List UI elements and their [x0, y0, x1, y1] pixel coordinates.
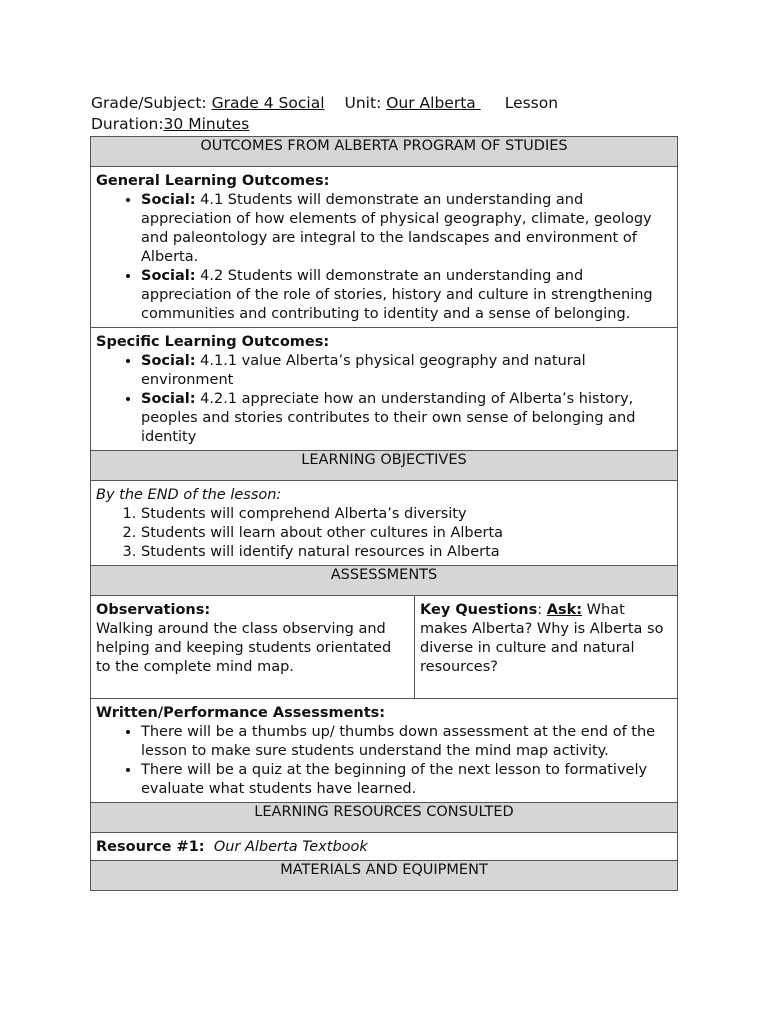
- resource-value: Our Alberta Textbook: [213, 839, 368, 855]
- materials-title: MATERIALS AND EQUIPMENT: [91, 861, 678, 891]
- specific-outcomes-cell: [91, 328, 678, 451]
- written-assessments-list: [96, 723, 672, 799]
- list-item: • Social: 4.1.1 value Alberta’s physical geography and natural environment: [141, 352, 672, 390]
- observations-cell: [91, 596, 415, 699]
- unit-label: Unit:: [344, 94, 387, 112]
- list-item: • There will be a thumbs up/ thumbs down assessment at the end of the lesson to make sure students understand the mind map activity.: [141, 723, 672, 761]
- list-item: 1. Students will comprehend Alberta’s diversity: [141, 505, 672, 524]
- written-assessments-label: Written/Performance Assessments:: [96, 705, 386, 721]
- list-item: • Social: 4.2 Students will demonstrate an understanding and appreciation of the role of stories, history and culture in strengthening communities and contributing to identity and a sense of belonging.: [141, 267, 672, 324]
- resources-title: LEARNING RESOURCES CONSULTED: [91, 803, 678, 833]
- list-item: • There will be a quiz at the beginning of the next lesson to formatively evaluate what students have learned.: [141, 761, 672, 799]
- lesson-header: [91, 93, 691, 135]
- lesson-label: Lesson: [504, 94, 559, 112]
- grade-label: Grade/Subject:: [91, 94, 212, 112]
- key-questions-text: What makes Alberta? Why is Alberta so diverse in culture and natural resources?: [420, 602, 664, 675]
- general-outcomes-list: [96, 191, 672, 324]
- observations-label: Observations:: [96, 602, 211, 618]
- observations-text: Walking around the class observing and helping and keeping students orientated to the complete mind map.: [96, 621, 392, 675]
- key-questions-label: Key Questions: [420, 602, 538, 618]
- ask-label: Ask:: [546, 602, 583, 618]
- lesson-plan-table: [90, 136, 678, 891]
- general-outcomes-cell: [91, 167, 678, 328]
- objectives-title: LEARNING OBJECTIVES: [91, 451, 678, 481]
- objectives-cell: [91, 481, 678, 566]
- assessments-title: ASSESSMENTS: [91, 566, 678, 596]
- specific-outcomes-label: Specific Learning Outcomes:: [96, 334, 330, 350]
- outcomes-title: OUTCOMES FROM ALBERTA PROGRAM OF STUDIES: [91, 137, 678, 167]
- list-item: 3. Students will identify natural resources in Alberta: [141, 543, 672, 562]
- resource-label: Resource #1:: [96, 839, 205, 855]
- list-item: • Social: 4.2.1 appreciate how an understanding of Alberta’s history, peoples and stories contributes to their own sense of belonging and identity: [141, 390, 672, 447]
- objectives-list: [96, 505, 672, 562]
- resource-cell: [91, 833, 678, 861]
- general-outcomes-label: General Learning Outcomes:: [96, 173, 330, 189]
- specific-outcomes-list: [96, 352, 672, 447]
- objectives-intro: By the END of the lesson:: [96, 487, 282, 503]
- written-assessments-cell: [91, 699, 678, 803]
- duration-label: Duration:: [91, 115, 164, 133]
- key-questions-cell: Key Questions: Ask: What makes Alberta? Why is Alberta so diverse in culture and natural resources?: [415, 596, 678, 699]
- list-item: 2. Students will learn about other cultures in Alberta: [141, 524, 672, 543]
- list-item: • Social: 4.1 Students will demonstrate an understanding and appreciation of how elements of physical geography, climate, geology and paleontology are integral to the landscapes and environment of Alberta.: [141, 191, 672, 267]
- duration-value: 30 Minutes: [163, 115, 250, 133]
- unit-value: Our Alberta: [386, 94, 481, 112]
- grade-value: Grade 4 Social: [211, 94, 325, 112]
